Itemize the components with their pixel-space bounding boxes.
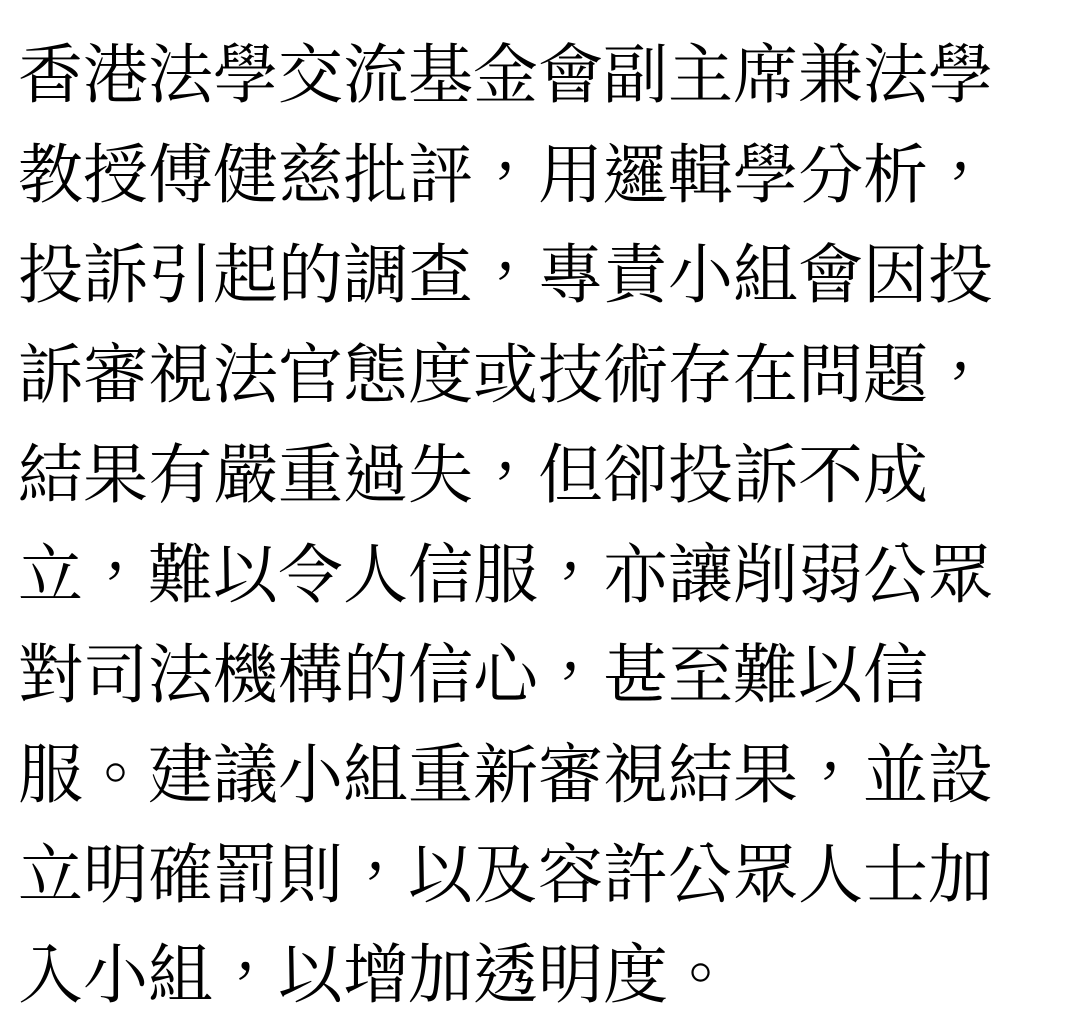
document-paragraph: 香港法學交流基金會副主席兼法學教授傅健慈批評，用邏輯學分析，投訴引起的調查，專責小組會因投訴審視法官態度或技術存在問題，結果有嚴重過失，但卻投訴不成立，難以令人信服，亦讓削弱公眾對司法機構的信心，甚至難以信服。建議小組重新審視結果，並設立明確罰則，以及容許公眾人士加入小組，以增加透明度。 xyxy=(18,38,994,1013)
